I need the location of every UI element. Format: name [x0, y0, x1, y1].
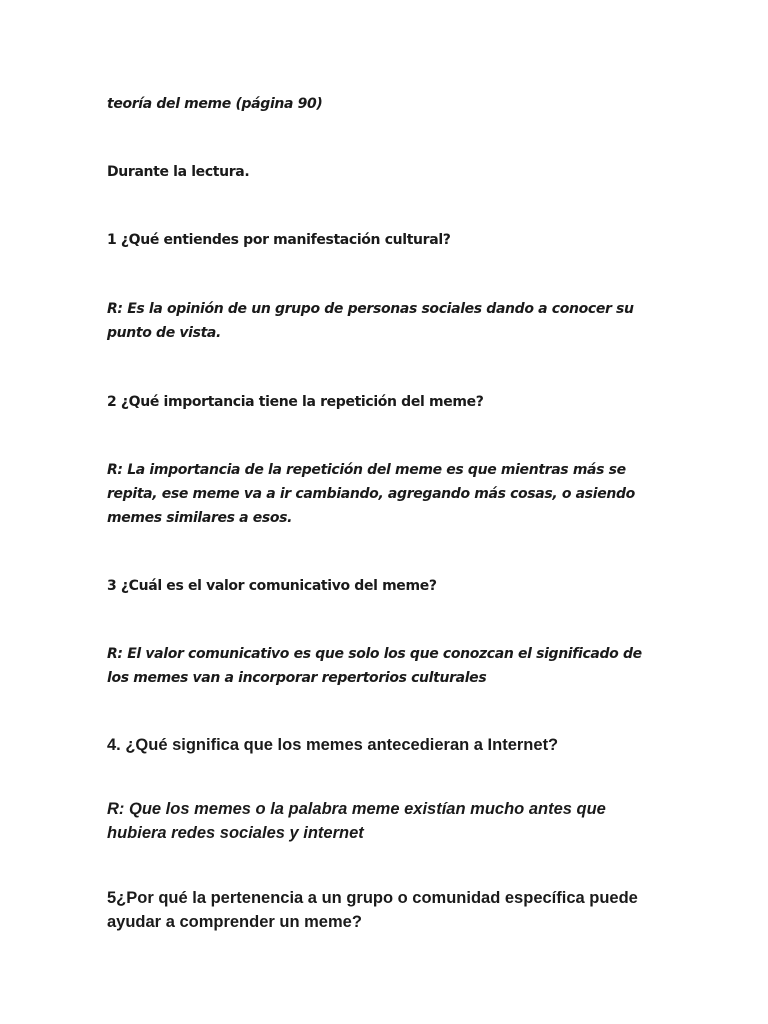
document-title: teoría del meme (página 90) — [107, 96, 323, 112]
section-heading: Durante la lectura. — [107, 164, 250, 180]
question-5: 5¿Por qué la pertenencia a un grupo o comunidad específica puede ayudar a comprender un meme? — [107, 889, 638, 931]
question-3: 3 ¿Cuál es el valor comunicativo del meme? — [107, 578, 437, 594]
answer-1: R: Es la opinión de un grupo de personas sociales dando a conocer su punto de vista. — [107, 301, 634, 341]
answer-3: R: El valor comunicativo es que solo los que conozcan el significado de los memes van a incorporar repertorios culturales — [107, 646, 642, 686]
answer-4: R: Que los memes o la palabra meme existían mucho antes que hubiera redes sociales y internet — [107, 800, 606, 842]
question-4: 4. ¿Qué significa que los memes antecedieran a Internet? — [107, 736, 559, 754]
question-1: 1 ¿Qué entiendes por manifestación cultural? — [107, 232, 451, 248]
answer-2: R: La importancia de la repetición del meme es que mientras más se repita, ese meme va a ir cambiando, agregando más cosas, o asiendo memes similares a esos. — [107, 462, 635, 526]
question-2: 2 ¿Qué importancia tiene la repetición del meme? — [107, 394, 484, 410]
